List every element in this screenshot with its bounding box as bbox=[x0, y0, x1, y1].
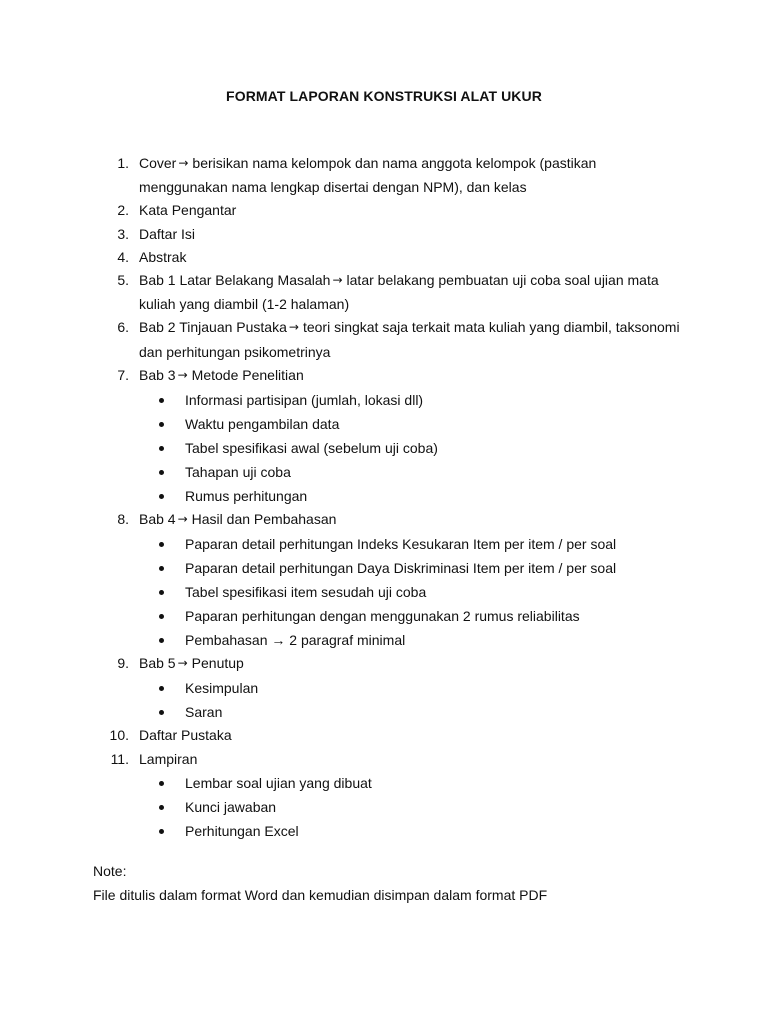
list-item-text bbox=[139, 748, 684, 771]
sub-list-item bbox=[0, 532, 768, 556]
sub-list-item bbox=[0, 628, 768, 652]
list-item-text bbox=[139, 223, 684, 246]
sub-list-item-text: Pembahasan → 2 paragraf minimal bbox=[185, 632, 406, 649]
list-item-description: latar belakang pembuatan uji coba soal ujian mata kuliah yang diambil (1-2 halaman) bbox=[139, 272, 659, 313]
report-outline-list bbox=[0, 152, 768, 843]
list-item bbox=[0, 508, 768, 652]
arrow-right-icon: → bbox=[178, 156, 189, 170]
list-item-number: 2. bbox=[117, 202, 129, 219]
arrow-right-icon: → bbox=[288, 320, 299, 335]
list-item bbox=[0, 316, 768, 363]
arrow-right-icon: → bbox=[177, 656, 188, 671]
sub-list-item bbox=[0, 676, 768, 700]
list-item bbox=[0, 652, 768, 724]
list-item-heading: Bab 3 bbox=[139, 366, 176, 383]
bullet-icon bbox=[159, 590, 164, 595]
sub-list-item-text: Saran bbox=[185, 704, 223, 721]
sub-list-item-text: Lembar soal ujian yang dibuat bbox=[185, 774, 372, 791]
list-item-number: 9. bbox=[117, 655, 129, 672]
bullet-icon bbox=[159, 398, 164, 403]
sub-list-item bbox=[0, 412, 768, 436]
list-item-description: Metode Penelitian bbox=[191, 366, 304, 383]
list-item-number: 7. bbox=[117, 366, 129, 383]
list-item-heading: Daftar Isi bbox=[139, 225, 196, 242]
sub-list-item bbox=[0, 460, 768, 484]
list-item bbox=[0, 199, 768, 222]
list-item-text bbox=[139, 364, 684, 388]
list-item bbox=[0, 152, 768, 199]
bullet-icon bbox=[159, 470, 164, 475]
sub-list-item-text: Rumus perhitungan bbox=[185, 488, 308, 505]
sub-list-item bbox=[0, 819, 768, 843]
sub-list-item-text: Informasi partisipan (jumlah, lokasi dll) bbox=[185, 392, 424, 409]
list-item-text bbox=[139, 724, 684, 747]
list-item-text bbox=[139, 316, 684, 363]
list-item-heading: Bab 4 bbox=[139, 511, 176, 528]
sub-list-item-text: Tabel spesifikasi awal (sebelum uji coba) bbox=[185, 440, 438, 457]
list-item bbox=[0, 724, 768, 747]
bullet-icon bbox=[159, 829, 164, 834]
sub-list-item-text: Waktu pengambilan data bbox=[185, 416, 340, 433]
list-item-heading: Bab 2 Tinjauan Pustaka bbox=[139, 319, 287, 336]
list-item-text bbox=[139, 246, 684, 269]
sub-list bbox=[0, 771, 768, 843]
sub-list-item bbox=[0, 580, 768, 604]
list-item-number: 10. bbox=[109, 727, 129, 744]
list-item-heading: Bab 1 Latar Belakang Masalah bbox=[139, 272, 331, 289]
list-item bbox=[0, 364, 768, 508]
list-item-heading: Kata Pengantar bbox=[139, 202, 237, 219]
list-item-heading: Lampiran bbox=[139, 750, 198, 767]
list-item bbox=[0, 748, 768, 843]
sub-list-item-text: Paparan detail perhitungan Indeks Kesukaran Item per item / per soal bbox=[185, 536, 617, 553]
arrow-right-icon: → bbox=[177, 367, 188, 382]
sub-list-item bbox=[0, 795, 768, 819]
list-item-text bbox=[139, 652, 684, 676]
list-item-heading: Bab 5 bbox=[139, 655, 176, 672]
bullet-icon bbox=[159, 446, 164, 451]
bullet-icon bbox=[159, 542, 164, 547]
sub-list bbox=[0, 676, 768, 724]
list-item-number: 3. bbox=[117, 225, 129, 242]
sub-list-item-text: Tahapan uji coba bbox=[185, 464, 291, 481]
sub-list-item bbox=[0, 388, 768, 412]
list-item-description: teori singkat saja terkait mata kuliah yang diambil, taksonomi dan perhitungan psikometrinya bbox=[139, 319, 680, 360]
sub-list-item-text: Tabel spesifikasi item sesudah uji coba bbox=[185, 584, 427, 601]
bullet-icon bbox=[159, 781, 164, 786]
bullet-icon bbox=[159, 686, 164, 691]
list-item-heading: Daftar Pustaka bbox=[139, 727, 232, 744]
list-item-text bbox=[139, 152, 684, 199]
list-item-number: 4. bbox=[117, 248, 129, 265]
sub-list-item bbox=[0, 771, 768, 795]
list-item-heading: Cover bbox=[139, 155, 177, 171]
document-title: FORMAT LAPORAN KONSTRUKSI ALAT UKUR bbox=[226, 88, 542, 104]
sub-list-item bbox=[0, 604, 768, 628]
sub-list-item-text: Paparan perhitungan dengan menggunakan 2 rumus reliabilitas bbox=[185, 608, 580, 625]
list-item-text bbox=[139, 508, 684, 532]
list-item-number: 6. bbox=[117, 319, 129, 336]
arrow-right-icon: → bbox=[332, 273, 343, 288]
bullet-icon bbox=[159, 614, 164, 619]
list-item-description: Penutup bbox=[191, 655, 244, 672]
list-item-number: 11. bbox=[110, 750, 129, 767]
sub-list-item bbox=[0, 484, 768, 508]
list-item-number: 1. bbox=[117, 155, 129, 171]
sub-list-item bbox=[0, 700, 768, 724]
sub-list-item bbox=[0, 436, 768, 460]
list-item-number: 8. bbox=[117, 511, 129, 528]
arrow-right-icon: → bbox=[177, 512, 188, 527]
bullet-icon bbox=[159, 422, 164, 427]
list-item bbox=[0, 223, 768, 246]
list-item-text bbox=[139, 269, 684, 316]
list-item-description: berisikan nama kelompok dan nama anggota kelompok (pastikan menggunakan nama lengkap disertai dengan NPM), dan kelas bbox=[139, 155, 597, 196]
sub-list bbox=[0, 388, 768, 508]
sub-list-item bbox=[0, 556, 768, 580]
list-item-heading: Abstrak bbox=[139, 248, 187, 265]
sub-list bbox=[0, 532, 768, 652]
sub-list-item-text: Paparan detail perhitungan Daya Diskriminasi Item per item / per soal bbox=[185, 560, 617, 577]
sub-list-item-text: Kesimpulan bbox=[185, 680, 259, 697]
list-item bbox=[0, 269, 768, 316]
bullet-icon bbox=[159, 566, 164, 571]
sub-list-item-text: Perhitungan Excel bbox=[185, 822, 299, 839]
bullet-icon bbox=[159, 638, 164, 643]
note-label: Note: bbox=[93, 863, 127, 879]
bullet-icon bbox=[159, 805, 164, 810]
list-item-number: 5. bbox=[117, 272, 129, 289]
sub-list-item-text: Kunci jawaban bbox=[185, 798, 277, 815]
list-item-text bbox=[139, 199, 684, 222]
list-item-description: Hasil dan Pembahasan bbox=[191, 511, 337, 528]
bullet-icon bbox=[159, 710, 164, 715]
note-section bbox=[93, 859, 547, 907]
bullet-icon bbox=[159, 494, 164, 499]
list-item bbox=[0, 246, 768, 269]
note-text: File ditulis dalam format Word dan kemudian disimpan dalam format PDF bbox=[93, 887, 548, 903]
